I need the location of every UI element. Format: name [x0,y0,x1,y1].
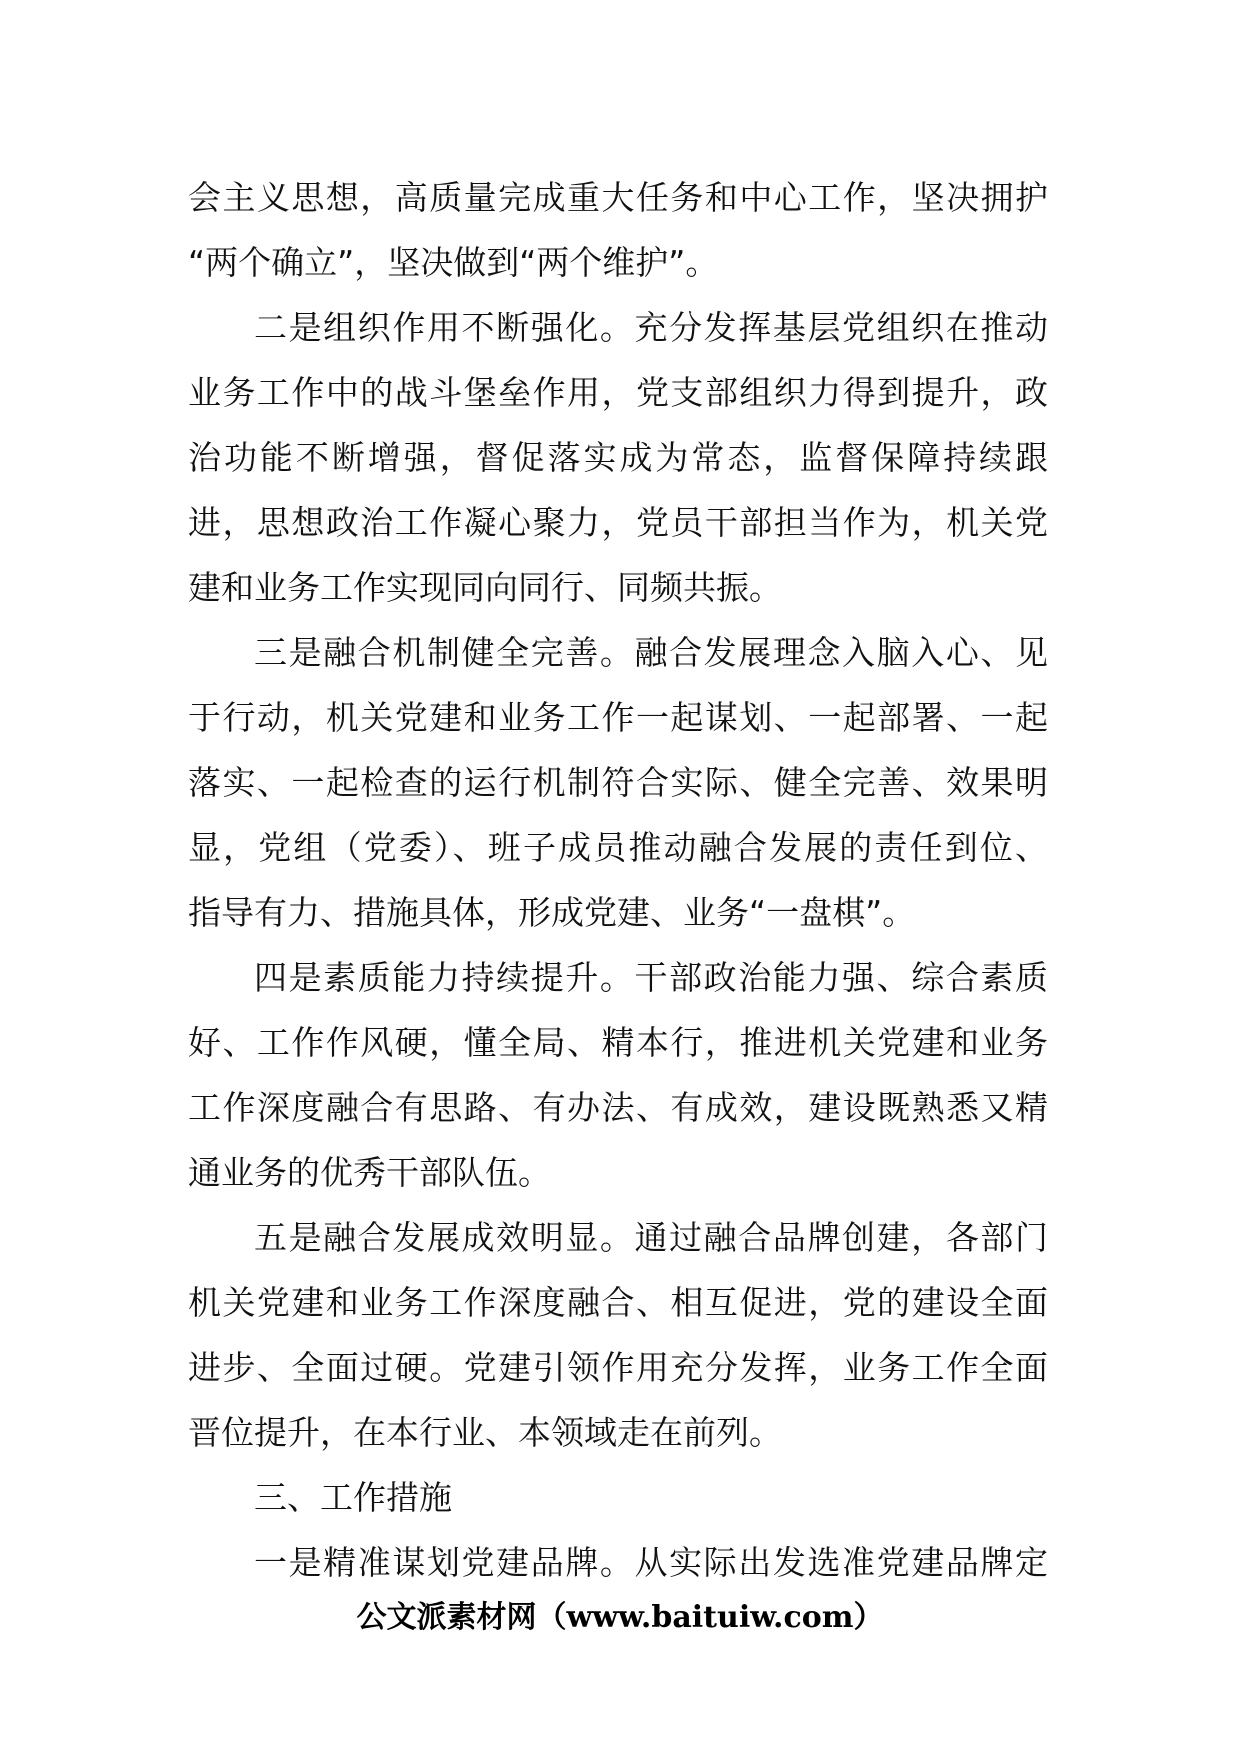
text-line: 进步、全面过硬。党建引领作用充分发挥，业务工作全面 [188,1348,1048,1387]
text-line: 晋位提升，在本行业、本领域走在前列。 [188,1413,782,1452]
text-line: 治功能不断增强，督促落实成为常态，监督保障持续跟 [188,438,1048,477]
text-line: 四是素质能力持续提升。干部政治能力强、综合素质 [254,958,1048,997]
text-line: 三是融合机制健全完善。融合发展理念入脑入心、见 [254,633,1048,672]
text-line: 机关党建和业务工作深度融合、相互促进，党的建设全面 [188,1283,1048,1322]
text-line: 落实、一起检查的运行机制符合实际、健全完善、效果明 [188,763,1048,802]
text-line: 指导有力、措施具体，形成党建、业务“一盘棋”。 [188,893,916,932]
body-text [188,165,1048,1595]
footer-watermark: 公文派素材网（www.baituiw.com） [356,1600,884,1635]
text-line: 一是精准谋划党建品牌。从实际出发选准党建品牌定 [254,1543,1048,1582]
text-line: 进，思想政治工作凝心聚力，党员干部担当作为，机关党 [188,503,1048,542]
text-line: “两个确立”，坚决做到“两个维护”。 [188,243,719,282]
text-line: 会主义思想，高质量完成重大任务和中心工作，坚决拥护 [188,178,1048,217]
section-heading: 三、工作措施 [254,1478,452,1517]
text-line: 五是融合发展成效明显。通过融合品牌创建，各部门 [254,1218,1048,1257]
text-line: 通业务的优秀干部队伍。 [188,1153,551,1192]
text-line: 于行动，机关党建和业务工作一起谋划、一起部署、一起 [188,698,1048,737]
text-line: 二是组织作用不断强化。充分发挥基层党组织在推动 [254,308,1048,347]
text-line: 业务工作中的战斗堡垒作用，党支部组织力得到提升，政 [188,373,1048,412]
text-line: 工作深度融合有思路、有办法、有成效，建设既熟悉又精 [188,1088,1048,1127]
text-line: 显，党组（党委）、班子成员推动融合发展的责任到位、 [188,828,1048,867]
text-line: 建和业务工作实现同向同行、同频共振。 [188,568,782,607]
text-line: 好、工作作风硬，懂全局、精本行，推进机关党建和业务 [188,1023,1048,1062]
